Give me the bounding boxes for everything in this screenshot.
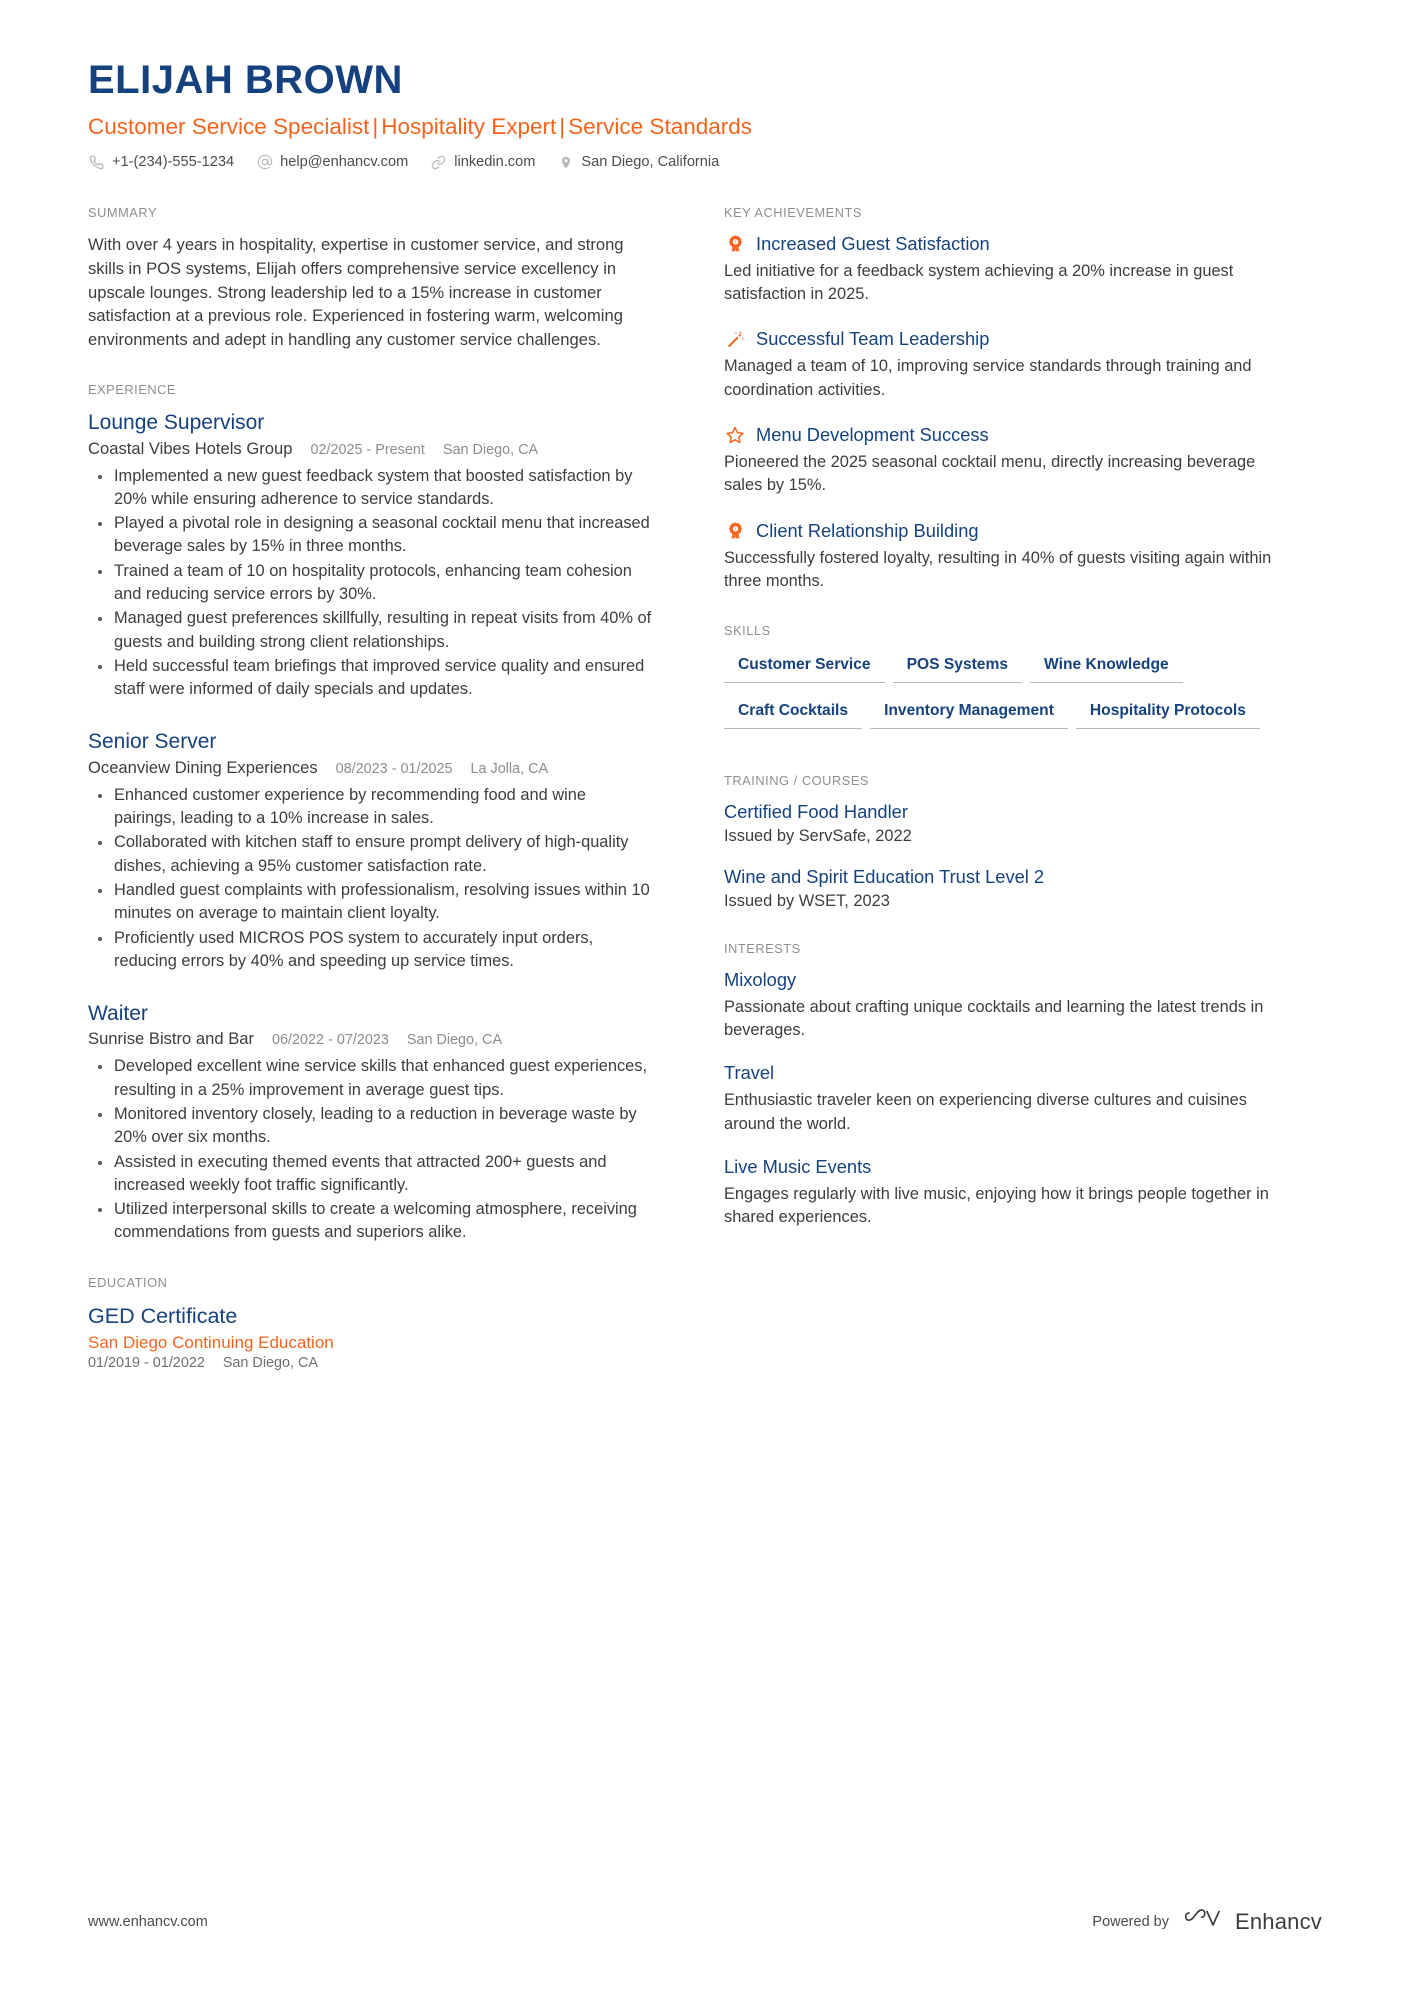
experience-item [88, 729, 652, 973]
course-name: Certified Food Handler [724, 801, 908, 823]
svg-text:1: 1 [733, 526, 737, 532]
award-ribbon-icon [724, 520, 746, 542]
contact-email[interactable] [256, 154, 408, 171]
job-bullet: Assisted in executing themed events that attracted 200+ guests and increased weekly foot traffic significantly. [112, 1151, 652, 1198]
candidate-name: ELIJAH BROWN [88, 58, 403, 102]
achievement-title: Menu Development Success [756, 424, 989, 445]
skills-list [724, 651, 1288, 743]
section-training-courses [724, 773, 1288, 911]
job-bullets [88, 465, 652, 702]
education-location: San Diego, CA [222, 1354, 319, 1371]
course-name: Wine and Spirit Education Trust Level 2 [724, 866, 1045, 888]
section-interests [724, 941, 1288, 1229]
interest-item [724, 1062, 1288, 1135]
contact-list [88, 154, 1322, 171]
interest-description: Passionate about crafting unique cocktails and learning the latest trends in beverages. [724, 997, 1264, 1040]
skill-tag: Customer Service [724, 651, 885, 683]
job-bullet: Monitored inventory closely, leading to a reduction in beverage waste by 20% over six months. [112, 1103, 652, 1150]
summary-text: With over 4 years in hospitality, expertise in customer service, and strong skills in POS systems, Elijah offers comprehensive service excellency in upscale lounges. Strong leadership led to a 15% increase in customer satisfaction at a previous role. Experienced in fostering warm, welcoming environments and adept in handling any customer service challenges. [88, 234, 624, 350]
star-icon [724, 424, 746, 446]
left-column [88, 205, 688, 1401]
job-meta [88, 758, 652, 778]
course-issuer: Issued by WSET, 2023 [724, 891, 890, 910]
achievement-item [724, 233, 1288, 307]
right-column [688, 205, 1288, 1259]
job-bullet: Collaborated with kitchen staff to ensure prompt delivery of high-quality dishes, achieving a 95% customer satisfaction rate. [112, 831, 652, 878]
job-bullet: Played a pivotal role in designing a seasonal cocktail menu that increased beverage sales by 15% in three months. [112, 512, 652, 559]
job-role: Waiter [88, 1002, 148, 1026]
phone-icon [88, 154, 105, 171]
job-bullet: Managed guest preferences skillfully, resulting in repeat visits from 40% of guests and building strong client relationships. [112, 607, 652, 654]
contact-linkedin-text: linkedin.com [454, 154, 536, 171]
job-location: San Diego, CA [406, 1032, 503, 1049]
achievement-description: Managed a team of 10, improving service standards through training and coordination activities. [724, 357, 1252, 399]
powered-by-label: Powered by [1092, 1913, 1169, 1930]
enhancv-logo [1185, 1906, 1322, 1937]
job-company: Oceanview Dining Experiences [88, 757, 318, 777]
job-dates: 02/2025 - Present [310, 441, 425, 458]
interest-name: Live Music Events [724, 1155, 872, 1177]
contact-location [557, 154, 719, 171]
training-section-title: TRAINING / COURSES [724, 773, 869, 789]
job-bullet: Implemented a new guest feedback system that boosted satisfaction by 20% while ensuring adherence to service standards. [112, 465, 652, 512]
candidate-headline [88, 113, 1322, 140]
education-section-title: EDUCATION [88, 1274, 168, 1290]
achievement-title: Successful Team Leadership [756, 328, 990, 350]
summary-section-title: SUMMARY [88, 204, 158, 220]
email-icon [256, 154, 273, 171]
job-bullets [88, 1055, 652, 1244]
achievement-description: Led initiative for a feedback system achieving a 20% increase in guest satisfaction in 2025. [724, 261, 1234, 304]
job-role: Senior Server [88, 730, 217, 754]
achievement-head [724, 424, 1288, 446]
skill-tag: Craft Cocktails [724, 697, 862, 729]
job-bullet: Handled guest complaints with professionalism, resolving issues within 10 minutes on average to maintain client loyalty. [112, 879, 652, 926]
contact-email-text: help@enhancv.com [280, 154, 409, 171]
resume-body [88, 205, 1322, 1401]
achievement-head [724, 233, 1288, 255]
course-item [724, 866, 1288, 911]
footer-brand [1092, 1906, 1322, 1937]
course-issuer: Issued by ServSafe, 2022 [724, 827, 912, 846]
experience-section-title: EXPERIENCE [88, 382, 176, 398]
job-dates: 08/2023 - 01/2025 [335, 760, 453, 777]
job-bullet: Held successful team briefings that improved service quality and ensured staff were informed of daily specials and updates. [112, 655, 652, 702]
section-education [88, 1275, 652, 1371]
location-pin-icon [557, 154, 574, 171]
achievement-description: Pioneered the 2025 seasonal cocktail menu, directly increasing beverage sales by 15%. [724, 452, 1256, 495]
headline-part-3: Service Standards [568, 113, 753, 139]
headline-separator: | [372, 113, 379, 139]
course-item [724, 801, 1288, 846]
skill-tag: Inventory Management [870, 697, 1068, 729]
interest-description: Enthusiastic traveler keen on experiencing diverse cultures and cuisines around the world. [724, 1091, 1247, 1133]
job-company: Coastal Vibes Hotels Group [88, 438, 293, 458]
achievement-title: Client Relationship Building [756, 519, 979, 541]
achievement-title: Increased Guest Satisfaction [756, 232, 990, 254]
job-bullet: Enhanced customer experience by recommending food and wine pairings, leading to a 10% increase in sales. [112, 784, 652, 831]
job-dates: 06/2022 - 07/2023 [272, 1032, 389, 1049]
section-skills [724, 623, 1288, 743]
award-ribbon-icon [724, 233, 746, 255]
headline-part-1: Customer Service Specialist [88, 113, 370, 139]
contact-linkedin[interactable] [430, 154, 535, 171]
education-degree: GED Certificate [88, 1303, 238, 1328]
interests-section-title: INTERESTS [724, 940, 801, 956]
section-key-achievements [724, 205, 1288, 593]
skill-tag: Hospitality Protocols [1076, 697, 1260, 729]
education-item [88, 1303, 652, 1371]
education-meta [88, 1355, 652, 1371]
page-footer [88, 1906, 1322, 1937]
job-bullet: Proficiently used MICROS POS system to accurately input orders, reducing errors by 40% and speeding up service times. [112, 927, 652, 974]
headline-separator: | [559, 113, 566, 139]
contact-location-text: San Diego, California [581, 154, 720, 171]
interest-item [724, 969, 1288, 1042]
job-bullet: Trained a team of 10 on hospitality protocols, enhancing team cohesion and reducing service errors by 30%. [112, 560, 652, 607]
section-summary [88, 205, 652, 352]
achievement-description: Successfully fostered loyalty, resulting in 40% of guests visiting again within three months. [724, 548, 1272, 590]
skill-tag: POS Systems [893, 651, 1022, 683]
job-bullet: Utilized interpersonal skills to create a welcoming atmosphere, receiving commendations from guests and superiors alike. [112, 1198, 652, 1245]
link-icon [430, 154, 447, 171]
achievement-item [724, 424, 1288, 498]
enhancv-mark-icon [1185, 1906, 1225, 1937]
skill-tag: Wine Knowledge [1030, 651, 1183, 683]
job-meta [88, 439, 652, 459]
job-bullets [88, 784, 652, 973]
interest-name: Travel [724, 1062, 775, 1084]
job-bullet: Developed excellent wine service skills that enhanced guest experiences, resulting in a 25% improvement in average guest tips. [112, 1055, 652, 1102]
magic-wand-icon [724, 328, 746, 350]
skills-section-title: SKILLS [724, 623, 771, 639]
enhancv-brand-name: Enhancv [1234, 1908, 1322, 1934]
job-company: Sunrise Bistro and Bar [88, 1029, 255, 1049]
footer-website-url[interactable]: www.enhancv.com [88, 1913, 208, 1930]
section-experience [88, 382, 652, 1244]
experience-item [88, 1001, 652, 1245]
achievement-head [724, 520, 1288, 542]
svg-text:1: 1 [733, 239, 737, 245]
interest-description: Engages regularly with live music, enjoying how it brings people together in shared experiences. [724, 1184, 1269, 1226]
resume-header [88, 58, 1322, 171]
interest-item [724, 1156, 1288, 1229]
interest-name: Mixology [724, 968, 797, 990]
experience-item [88, 410, 652, 701]
job-role: Lounge Supervisor [88, 411, 265, 435]
job-meta [88, 1029, 652, 1049]
job-location: San Diego, CA [442, 441, 539, 458]
achievement-head [724, 328, 1288, 350]
education-school: San Diego Continuing Education [88, 1332, 334, 1352]
headline-part-2: Hospitality Expert [381, 113, 557, 139]
job-location: La Jolla, CA [470, 760, 549, 777]
achievement-item [724, 328, 1288, 402]
education-dates: 01/2019 - 01/2022 [88, 1354, 205, 1371]
achievement-item [724, 520, 1288, 594]
key-achievements-section-title: KEY ACHIEVEMENTS [724, 204, 862, 220]
contact-phone[interactable] [88, 154, 234, 171]
contact-phone-text: +1-(234)-555-1234 [112, 154, 235, 171]
